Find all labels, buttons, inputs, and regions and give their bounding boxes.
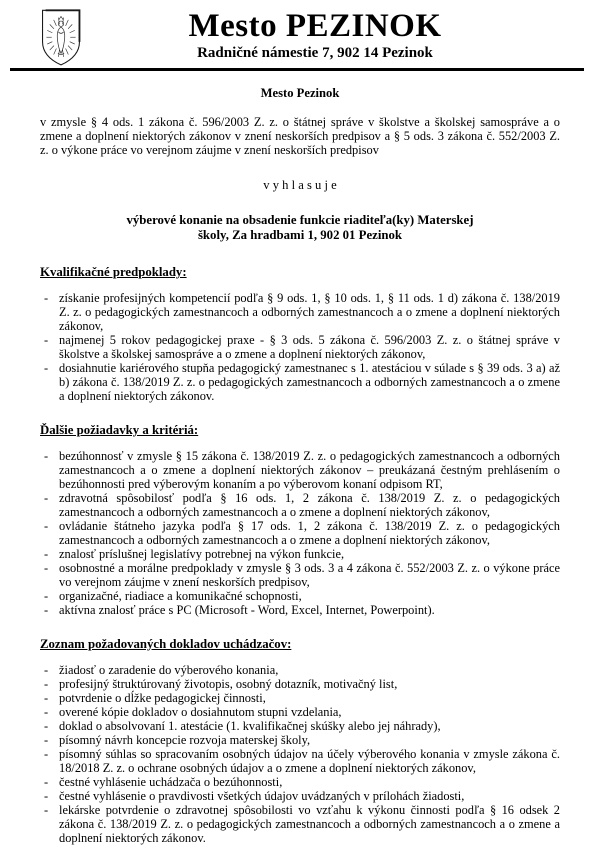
city-address: Radničné námestie 7, 902 14 Pezinok [197, 45, 433, 62]
section-heading: Kvalifikačné predpoklady: [40, 265, 187, 279]
section-heading: Zoznam požadovaných dokladov uchádzačov: [40, 637, 292, 651]
vacancy-title-line1: výberové konanie na obsadenie funkcie riaditeľa(ky) Materskej [126, 213, 474, 227]
vacancy-title-line2: školy, Za hradbami 1, 902 01 Pezinok [197, 228, 403, 242]
letterhead-text [0, 8, 600, 62]
list-item: - písomný súhlas so spracovaním osobných údajov na účely výberového konania v zmysle zákona č. 18/2018 Z. z. o ochrane osobných údajov a o zmene a doplnení niektorých zákonov, [40, 747, 560, 775]
requirements-list [40, 291, 560, 403]
section-qualification-requirements [40, 243, 560, 403]
vacancy-title [40, 213, 560, 243]
section-heading: Ďalšie požiadavky a kritériá: [40, 423, 199, 437]
city-name-title: Mesto PEZINOK [188, 8, 442, 44]
list-item: - organizačné, riadiace a komunikačné schopnosti, [40, 589, 560, 603]
list-item: - lekárske potvrdenie o zdravotnej spôsobilosti vo vzťahu k výkonu činnosti podľa § 16 odsek 2 zákona č. 138/2019 Z. z. o pedagogických zamestnancoch a odborných zamestnancoch a o zmene a doplnení niektorých zákonov. [40, 803, 560, 845]
list-item: - zdravotná spôsobilosť podľa § 16 ods. 1, 2 zákona č. 138/2019 Z. z. o pedagogických zamestnancoch a odborných zamestnancoch a o zmene a doplnení niektorých zákonov, [40, 491, 560, 519]
list-item: - bezúhonnosť v zmysle § 15 zákona č. 138/2019 Z. z. o pedagogických zamestnancoch a odborných zamestnancoch a o zmene a doplnení niektorých zákonov – preukázaná čestným prehlásením o bezúhonnosti pred výberovým konaním a po výberovom konaní odpisom RT, [40, 449, 560, 491]
list-item: - osobnostné a morálne predpoklady v zmysle § 3 ods. 3 a 4 zákona č. 552/2003 Z. z. o výkone práce vo verejnom záujme v znení neskorších predpisov, [40, 561, 560, 589]
letterhead [0, 0, 600, 66]
list-item: - dosiahnutie kariérového stupňa pedagogický zamestnanec s 1. atestáciou v súlade s § 39 ods. 3 a) až b) zákona č. 138/2019 Z. z. o pedagogických zamestnancoch a odborných zamestnancoch a o zmene a doplnení niektorých zákonov. [40, 361, 560, 403]
section-required-documents [40, 617, 560, 845]
list-item: - profesijný štruktúrovaný životopis, osobný dotazník, motivačný list, [40, 677, 560, 691]
list-item: - žiadosť o zaradenie do výberového konania, [40, 663, 560, 677]
requirements-list [40, 449, 560, 617]
header-divider [10, 68, 584, 71]
list-item: - overené kópie dokladov o dosiahnutom stupni vzdelania, [40, 705, 560, 719]
list-item: - najmenej 5 rokov pedagogickej praxe - § 3 ods. 5 zákona č. 596/2003 Z. z. o štátnej správe v školstve a školskej samospráve a o zmene a doplnení niektorých zákonov, [40, 333, 560, 361]
legal-intro-paragraph: v zmysle § 4 ods. 1 zákona č. 596/2003 Z. z. o štátnej správe v školstve a školskej samospráve a o zmene a doplnení niektorých zákonov v znení neskorších predpisov a § 5 ods. 3 zákona č. 552/2003 Z. z. o výkone práce vo verejnom záujme v znení neskorších predpisov [40, 115, 560, 157]
section-other-requirements [40, 403, 560, 617]
list-item: - ovládanie štátneho jazyka podľa § 17 ods. 1, 2 zákona č. 138/2019 Z. z. o pedagogických zamestnancoch a odborných zamestnancoch a o zmene a doplnení niektorých zákonov, [40, 519, 560, 547]
list-item: - aktívna znalosť práce s PC (Microsoft - Word, Excel, Internet, Powerpoint). [40, 603, 560, 617]
announce-word: v y h l a s u j e [263, 178, 337, 192]
city-coat-of-arms-icon [38, 8, 84, 68]
document-body [0, 86, 600, 845]
list-item: - získanie profesijných kompetencií podľa § 9 ods. 1, § 10 ods. 1, § 11 ods. 1 d) zákona č. 138/2019 Z. z. o pedagogických zamestnancoch a odborných zamestnancoch a o zmene a doplnení niektorých zákonov, [40, 291, 560, 333]
documents-list [40, 663, 560, 845]
list-item: - písomný návrh koncepcie rozvoja materskej školy, [40, 733, 560, 747]
org-heading: Mesto Pezinok [260, 86, 340, 100]
list-item: - doklad o absolvovaní 1. atestácie (1. kvalifikačnej skúšky alebo jej náhrady), [40, 719, 560, 733]
list-item: - čestné vyhlásenie o pravdivosti všetkých údajov uvádzaných v prílohách žiadosti, [40, 789, 560, 803]
list-item: - čestné vyhlásenie uchádzača o bezúhonnosti, [40, 775, 560, 789]
list-item: - znalosť príslušnej legislatívy potrebnej na výkon funkcie, [40, 547, 560, 561]
list-item: - potvrdenie o dĺžke pedagogickej činnosti, [40, 691, 560, 705]
